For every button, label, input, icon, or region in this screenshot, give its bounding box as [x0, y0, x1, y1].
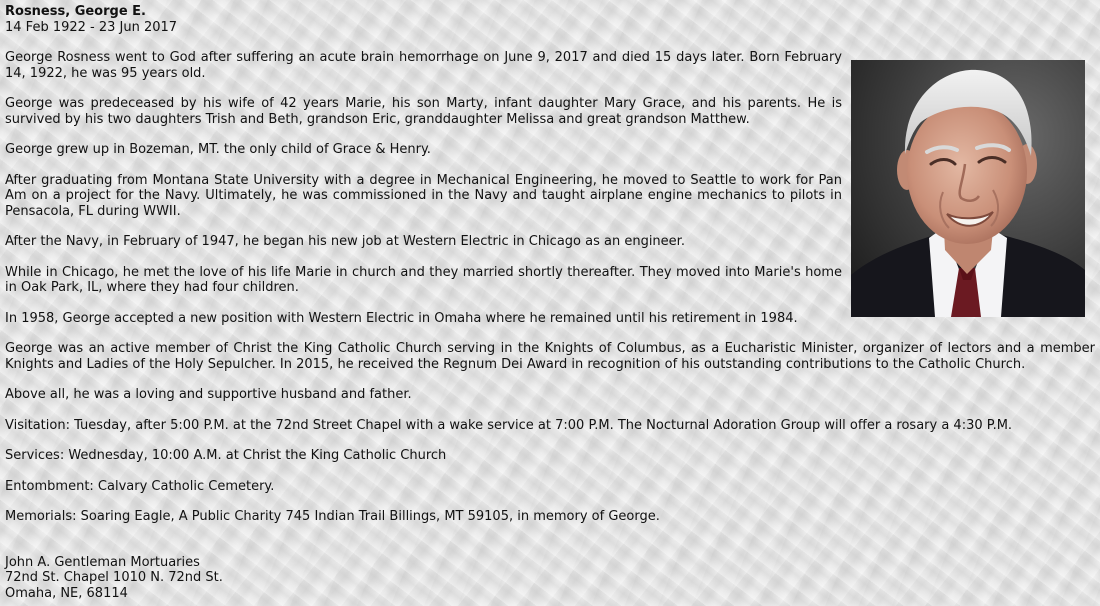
- mortuary-address: [5, 555, 1095, 602]
- obituary-page: [5, 4, 1095, 601]
- city-state-zip: Omaha, NE, 68114: [5, 585, 128, 601]
- life-dates: 14 Feb 1922 - 23 Jun 2017: [5, 19, 178, 35]
- obituary-paragraph-1: [5, 50, 1095, 81]
- portrait-photo: [851, 60, 1085, 317]
- obituary-paragraph-7: In 1958, George accepted a new position with Western Electric in Omaha where he remained until his retirement in 1984.: [5, 310, 798, 326]
- services-info: Services: Wednesday, 10:00 A.M. at Christ the King Catholic Church: [5, 448, 447, 463]
- obituary-paragraph-8: George was an active member of Christ the King Catholic Church serving in the Knights of Columbus, as a Eucharistic Minister, organizer of lectors and a member Knights and Ladies of the Holy Sepulcher. In 2015, he received the Regnum Dei Award in recognition of his outstanding contributions to the Catholic Church.: [5, 341, 1095, 372]
- entombment-info: Entombment: Calvary Catholic Cemetery.: [5, 478, 275, 494]
- obituary-paragraph-2: George was predeceased by his wife of 42 years Marie, his son Marty, infant daughter Mary Grace, and his parents. He is survived by his two daughters Trish and Beth, grandson Eric, granddaughter Melissa and great grandson Matthew.: [5, 96, 842, 127]
- memorials-info: Memorials: Soaring Eagle, A Public Charity 745 Indian Trail Billings, MT 59105, in memory of George.: [5, 509, 660, 524]
- obituary-paragraph-6: While in Chicago, he met the love of his life Marie in church and they married shortly thereafter. They moved into Marie's home in Oak Park, IL, where they had four children.: [5, 264, 842, 295]
- obituary-paragraph-4: After graduating from Montana State University with a degree in Mechanical Engineering, he moved to Seattle to work for Pan Am on a project for the Navy. Ultimately, he was commissioned in the Navy and taught airplane engine mechanics to pilots in Pensacola, FL during WWII.: [5, 172, 842, 219]
- obituary-paragraph-9: Above all, he was a loving and supportive husband and father.: [5, 387, 412, 402]
- chapel-address: 72nd St. Chapel 1010 N. 72nd St.: [5, 570, 223, 585]
- visitation-info: Visitation: Tuesday, after 5:00 P.M. at the 72nd Street Chapel with a wake service at 7:00 P.M. The Nocturnal Adoration Group will offer a rosary a 4:30 P.M.: [5, 417, 1013, 433]
- deceased-name: Rosness, George E.: [5, 4, 146, 19]
- obituary-paragraph-5: After the Navy, in February of 1947, he began his new job at Western Electric in Chicago as an engineer.: [5, 234, 685, 249]
- mortuary-name: John A. Gentleman Mortuaries: [5, 554, 200, 570]
- portrait-photo-icon: [851, 60, 1085, 317]
- obituary-paragraph-3: George grew up in Bozeman, MT. the only child of Grace & Henry.: [5, 142, 431, 157]
- obituary-text: [5, 50, 1095, 525]
- obituary-paragraph-1-text: George Rosness went to God after suffering an acute brain hemorrhage on June 9, 2017 and died 15 days later. Born February 14, 1922, he was 95 years old.: [5, 50, 842, 81]
